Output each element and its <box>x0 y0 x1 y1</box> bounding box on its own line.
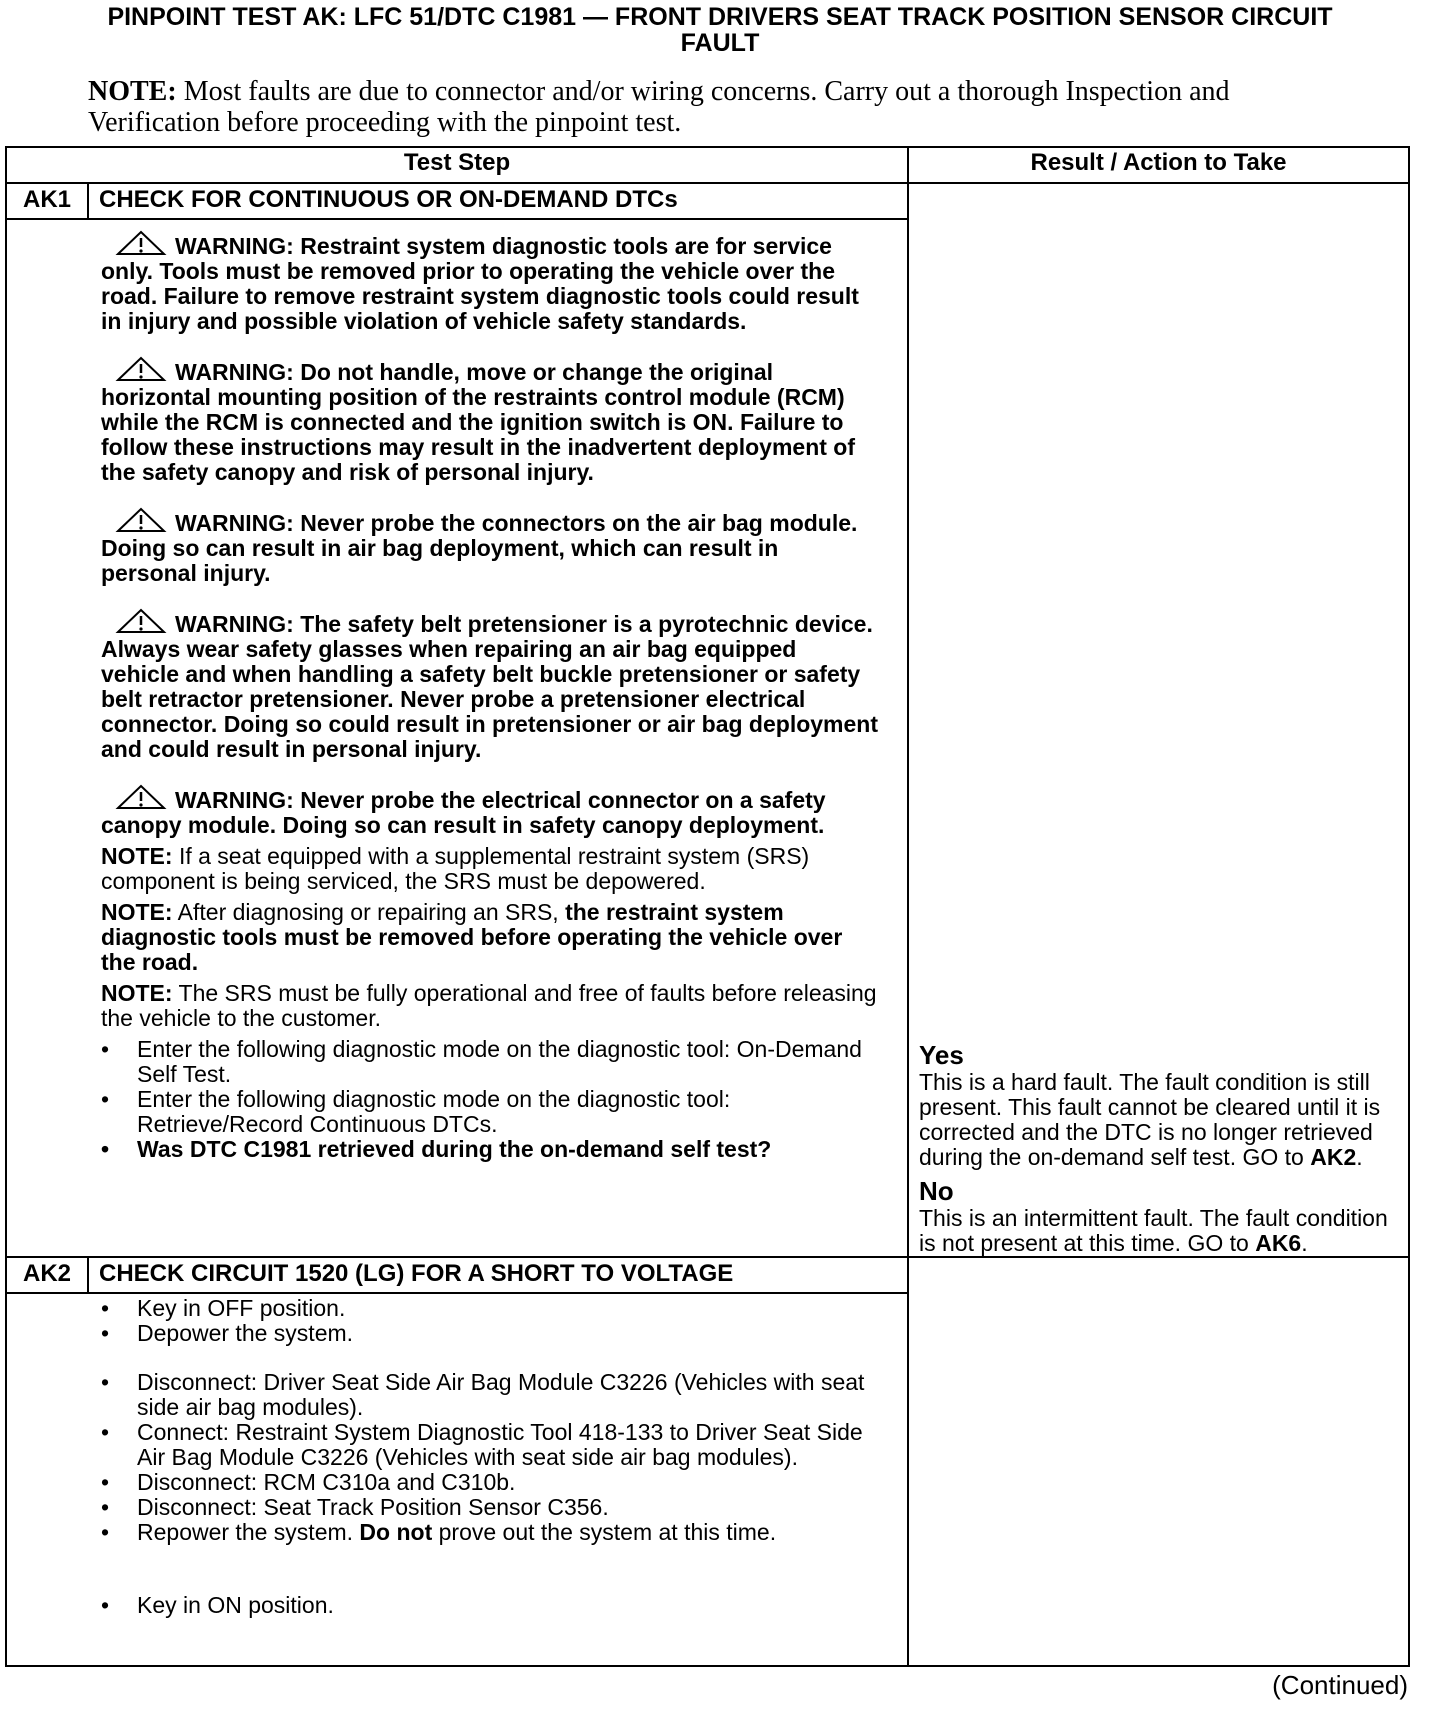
list-item: • Disconnect: Seat Track Position Sensor C356. <box>101 1495 879 1520</box>
step-heading-ak1: CHECK FOR CONTINUOUS OR ON-DEMAND DTCs <box>88 183 908 219</box>
warning-5 <box>101 784 879 838</box>
warning-text: WARNING: Restraint system diagnostic tools are for service only. Tools must be removed prior to operating the vehicle over the road. Failure to remove restraint system diagnostic tools could result in injury and possible violation of vehicle safety standards. <box>101 233 859 334</box>
repower-text-end: prove out the system at this time. <box>432 1519 777 1545</box>
intro-note <box>88 76 1328 138</box>
step-id-ak2: AK2 <box>6 1257 88 1293</box>
list-item: • Key in ON position. <box>101 1593 879 1618</box>
step-body-ak2 <box>6 1293 908 1666</box>
list-item: • Enter the following diagnostic mode on the diagnostic tool: Retrieve/Record Continuous DTCs. <box>101 1087 879 1137</box>
page-title <box>0 4 1440 56</box>
yes-result: This is a hard fault. The fault condition is still present. This fault cannot be cleared until it is corrected and the DTC is no longer retrieved during the on-demand self test. GO to AK2. <box>919 1069 1381 1170</box>
warning-triangle-icon <box>115 608 167 634</box>
note-text: After diagnosing or repairing an SRS, <box>172 899 566 925</box>
title-line-1: PINPOINT TEST AK: LFC 51/DTC C1981 — FRONT DRIVERS SEAT TRACK POSITION SENSOR CIRCUIT <box>107 3 1333 31</box>
warning-text: WARNING: Never probe the connectors on the air bag module. Doing so can result in air bag deployment, which can result in personal injury. <box>101 510 858 586</box>
step-question: • Was DTC C1981 retrieved during the on-demand self test? <box>101 1137 879 1162</box>
note-2 <box>101 900 879 975</box>
step-ak1-actions <box>101 1037 879 1162</box>
list-item: • Enter the following diagnostic mode on the diagnostic tool: On-Demand Self Test. <box>101 1037 879 1087</box>
warning-3 <box>101 507 879 586</box>
note-3 <box>101 981 879 1031</box>
intro-note-label: NOTE: <box>88 76 177 107</box>
warning-text: WARNING: Never probe the electrical connector on a safety canopy module. Doing so can result in safety canopy deployment. <box>101 787 826 838</box>
warning-triangle-icon <box>115 230 167 256</box>
warning-2 <box>101 356 879 485</box>
warning-4 <box>101 608 879 762</box>
list-item: • Connect: Restraint System Diagnostic Tool 418-133 to Driver Seat Side Air Bag Module C3226 (Vehicles with seat side air bag modules). <box>101 1420 879 1470</box>
repower-text: Repower the system. <box>137 1519 360 1545</box>
note-1 <box>101 844 879 894</box>
list-item: • Depower the system. <box>101 1321 879 1346</box>
step-heading-ak2: CHECK CIRCUIT 1520 (LG) FOR A SHORT TO VOLTAGE <box>88 1257 908 1293</box>
note-text: If a seat equipped with a supplemental restraint system (SRS) component is being serviced, the SRS must be depowered. <box>101 843 810 894</box>
intro-note-text: Most faults are due to connector and/or wiring concerns. Carry out a thorough Inspection and Verification before proceeding with the pinpoint test. <box>88 76 1230 138</box>
list-item: • Key in OFF position. <box>101 1296 879 1321</box>
warning-triangle-icon <box>115 356 167 382</box>
warning-triangle-icon <box>115 784 167 810</box>
step-ak2-actions-a <box>101 1296 879 1346</box>
step-body-ak1 <box>6 219 908 1257</box>
result-ak2 <box>908 1257 1409 1666</box>
note-label: NOTE: <box>101 899 173 925</box>
list-item: • Disconnect: Driver Seat Side Air Bag Module C3226 (Vehicles with seat side air bag modules). <box>101 1370 879 1420</box>
repower-emphasis: Do not <box>359 1519 433 1545</box>
note-label: NOTE: <box>101 980 173 1006</box>
header-test-step: Test Step <box>6 147 908 183</box>
list-item-repower <box>101 1520 879 1545</box>
list-item: • Disconnect: RCM C310a and C310b. <box>101 1470 879 1495</box>
note-bold-text: the restraint system diagnostic tools must be removed before operating the vehicle over the road. <box>101 899 843 975</box>
step-ak2-actions-b <box>101 1370 879 1545</box>
yes-text: This is a hard fault. The fault condition is still present. This fault cannot be cleared until it is corrected and the DTC is no longer retrieved during the on-demand self test. GO to <box>919 1069 1381 1170</box>
header-result: Result / Action to Take <box>908 147 1409 183</box>
result-ak1 <box>908 183 1409 1257</box>
no-result: This is an intermittent fault. The fault condition is not present at this time. GO to AK6. <box>919 1205 1388 1256</box>
pinpoint-table <box>5 146 1410 1667</box>
note-text: The SRS must be fully operational and free of faults before releasing the vehicle to the customer. <box>101 980 877 1031</box>
warning-text: WARNING: The safety belt pretensioner is a pyrotechnic device. Always wear safety glasses when repairing an air bag equipped vehicle and when handling a safety belt buckle pretensioner or safety belt retractor pretensioner. Never probe a pretensioner electrical connector. Doing so could result in pretensioner or air bag deployment and could result in personal injury. <box>101 611 879 762</box>
warning-triangle-icon <box>115 507 167 533</box>
no-label: No <box>919 1176 954 1206</box>
step-id-ak1: AK1 <box>6 183 88 219</box>
goto-ak2-link[interactable]: AK2 <box>1310 1144 1357 1170</box>
warning-text: WARNING: Do not handle, move or change the original horizontal mounting position of the restraints control module (RCM) while the RCM is connected and the ignition switch is ON. Failure to follow these instructions may result in the inadvertent deployment of the safety canopy and risk of personal injury. <box>101 359 856 485</box>
warning-1 <box>101 230 879 334</box>
step-ak2-actions-c <box>101 1593 879 1618</box>
yes-label: Yes <box>919 1040 964 1070</box>
continued-label: (Continued) <box>1272 1670 1408 1700</box>
note-label: NOTE: <box>101 843 173 869</box>
title-line-2: FAULT <box>680 29 760 57</box>
goto-ak6-link[interactable]: AK6 <box>1255 1230 1302 1256</box>
no-text: This is an intermittent fault. The fault condition is not present at this time. GO to <box>919 1205 1388 1256</box>
